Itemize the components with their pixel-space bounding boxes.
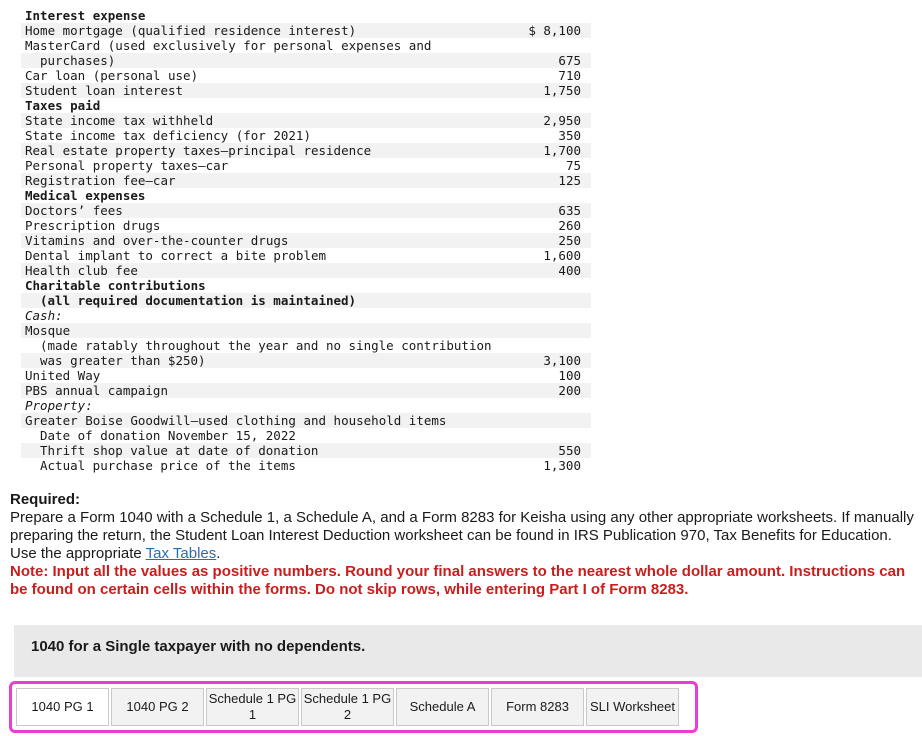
- ledger-row: [21, 398, 591, 413]
- ledger-row: [21, 338, 591, 353]
- ledger-row: [21, 143, 591, 158]
- ledger-row: [21, 23, 591, 38]
- ledger-row: [21, 203, 591, 218]
- ledger-desc: (made ratably throughout the year and no single contribution: [40, 338, 492, 353]
- ledger-amount: [503, 98, 591, 113]
- expense-ledger: [21, 8, 591, 473]
- ledger-row: [21, 428, 591, 443]
- ledger-desc: Mosque: [25, 323, 71, 338]
- ledger-row: [21, 158, 591, 173]
- ledger-row: [21, 233, 591, 248]
- ledger-desc: Property:: [25, 398, 93, 413]
- required-body: Prepare a Form 1040 with a Schedule 1, a Schedule A, and a Form 8283 for Keisha using any other appropriate worksheets. If manually preparing the return, the Student Loan Interest Deduction worksheet can be found in IRS Publication 970, Tax Benefits for Education. Use the appropriate: [10, 509, 914, 562]
- ledger-desc: Date of donation November 15, 2022: [40, 428, 296, 443]
- ledger-amount: 400: [558, 263, 581, 278]
- ledger-row: [21, 413, 591, 428]
- ledger-amount: [503, 428, 591, 443]
- required-period: .: [216, 545, 221, 562]
- ledger-row: [21, 458, 591, 473]
- required-label: Required:: [10, 491, 81, 508]
- ledger-desc: Personal property taxes—car: [25, 158, 229, 173]
- tab-schedule-a[interactable]: Schedule A: [396, 688, 489, 726]
- ledger-desc: Taxes paid: [25, 98, 101, 113]
- ledger-amount: 1,750: [543, 83, 581, 98]
- ledger-amount: [503, 38, 591, 53]
- ledger-desc: Medical expenses: [25, 188, 146, 203]
- ledger-desc: purchases): [40, 53, 116, 68]
- ledger-amount: 3,100: [543, 353, 581, 368]
- ledger-desc: Student loan interest: [25, 83, 184, 98]
- ledger-amount: [503, 8, 591, 23]
- ledger-amount: [503, 398, 591, 413]
- ledger-row: [21, 368, 591, 383]
- ledger-desc: State income tax deficiency (for 2021): [25, 128, 311, 143]
- ledger-amount: 675: [558, 53, 581, 68]
- ledger-desc: United Way: [25, 368, 101, 383]
- ledger-desc: State income tax withheld: [25, 113, 214, 128]
- ledger-amount: 200: [558, 383, 581, 398]
- ledger-amount: [503, 278, 591, 293]
- ledger-desc: Actual purchase price of the items: [40, 458, 296, 473]
- ledger-desc: Registration fee—car: [25, 173, 176, 188]
- ledger-desc: Thrift shop value at date of donation: [40, 443, 319, 458]
- ledger-amount: 250: [558, 233, 581, 248]
- required-text: [10, 509, 922, 563]
- ledger-amount: 350: [558, 128, 581, 143]
- ledger-desc: Car loan (personal use): [25, 68, 199, 83]
- ledger-desc: Real estate property taxes—principal residence: [25, 143, 372, 158]
- tab-sli-worksheet[interactable]: SLI Worksheet: [586, 688, 679, 726]
- ledger-amount: [503, 413, 591, 428]
- ledger-desc: was greater than $250): [40, 353, 206, 368]
- ledger-desc: Health club fee: [25, 263, 138, 278]
- ledger-desc: Charitable contributions: [25, 278, 206, 293]
- ledger-row: [21, 308, 591, 323]
- ledger-row: [21, 353, 591, 368]
- required-section: [10, 491, 922, 599]
- ledger-row: [21, 293, 591, 308]
- ledger-amount: [503, 338, 591, 353]
- ledger-desc: Home mortgage (qualified residence interest): [25, 23, 357, 38]
- tab-form-8283[interactable]: Form 8283: [491, 688, 584, 726]
- scenario-panel: [14, 625, 922, 677]
- instruction-note: Note: Input all the values as positive numbers. Round your final answers to the nearest whole dollar amount. Instructions can be found on certain cells within the forms. Do not skip rows, while entering Part I of Form 8283.: [10, 563, 906, 598]
- ledger-amount: [503, 323, 591, 338]
- ledger-desc: Vitamins and over-the-counter drugs: [25, 233, 289, 248]
- ledger-row: [21, 8, 591, 23]
- ledger-row: [21, 263, 591, 278]
- tab-schedule-1-pg-1[interactable]: Schedule 1 PG 1: [206, 688, 299, 726]
- ledger-amount: 1,300: [543, 458, 581, 473]
- ledger-amount: [503, 293, 591, 308]
- ledger-amount: 2,950: [543, 113, 581, 128]
- ledger-amount: [503, 308, 591, 323]
- ledger-row: [21, 83, 591, 98]
- ledger-desc: Doctors’ fees: [25, 203, 123, 218]
- ledger-desc: PBS annual campaign: [25, 383, 168, 398]
- ledger-row: [21, 128, 591, 143]
- ledger-row: [21, 443, 591, 458]
- panel-title: 1040 for a Single taxpayer with no dependents.: [31, 638, 366, 655]
- tab-schedule-1-pg-2[interactable]: Schedule 1 PG 2: [301, 688, 394, 726]
- ledger-amount: 75: [565, 158, 581, 173]
- ledger-row: [21, 323, 591, 338]
- ledger-row: [21, 248, 591, 263]
- ledger-desc: (all required documentation is maintained): [40, 293, 357, 308]
- ledger-amount: 260: [558, 218, 581, 233]
- ledger-amount: [503, 188, 591, 203]
- ledger-row: [21, 188, 591, 203]
- ledger-amount: 1,600: [543, 248, 581, 263]
- ledger-desc: Dental implant to correct a bite problem: [25, 248, 327, 263]
- ledger-row: [21, 218, 591, 233]
- ledger-amount: $ 8,100: [528, 23, 581, 38]
- ledger-amount: 550: [558, 443, 581, 458]
- ledger-row: [21, 113, 591, 128]
- ledger-row: [21, 278, 591, 293]
- ledger-row: [21, 38, 591, 53]
- tab-1040-pg-2[interactable]: 1040 PG 2: [111, 688, 204, 726]
- ledger-row: [21, 53, 591, 68]
- ledger-desc: Prescription drugs: [25, 218, 161, 233]
- ledger-row: [21, 383, 591, 398]
- ledger-desc: Cash:: [25, 308, 63, 323]
- ledger-desc: Interest expense: [25, 8, 146, 23]
- ledger-amount: 710: [558, 68, 581, 83]
- form-tabs: [9, 681, 698, 733]
- ledger-amount: 125: [558, 173, 581, 188]
- ledger-amount: 100: [558, 368, 581, 383]
- ledger-amount: 635: [558, 203, 581, 218]
- ledger-row: [21, 98, 591, 113]
- ledger-row: [21, 173, 591, 188]
- tab-1040-pg-1[interactable]: 1040 PG 1: [16, 688, 109, 726]
- ledger-row: [21, 68, 591, 83]
- tax-tables-link[interactable]: Tax Tables: [145, 545, 217, 562]
- ledger-amount: 1,700: [543, 143, 581, 158]
- ledger-desc: MasterCard (used exclusively for personal expenses and: [25, 38, 432, 53]
- ledger-desc: Greater Boise Goodwill—used clothing and household items: [25, 413, 447, 428]
